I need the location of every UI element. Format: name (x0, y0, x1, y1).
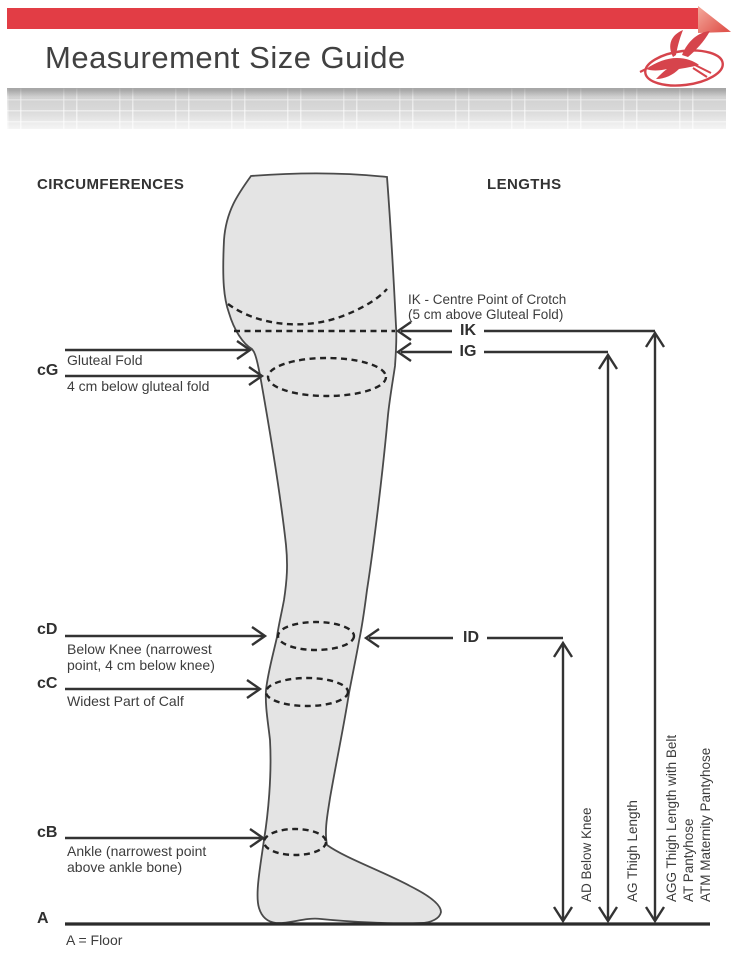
cb-code-label: cB (37, 824, 58, 841)
ik-note-line1: IK - Centre Point of Crotch (408, 292, 567, 307)
a-code-label: A (37, 910, 49, 927)
agg-vertical-line2: AT Pantyhose (681, 818, 696, 902)
cd-code-label: cD (37, 621, 58, 638)
ag-vertical-arrow (599, 355, 617, 921)
agg-vertical-line1: AGG Thigh Length with Belt (664, 734, 679, 902)
cb-line2-label: above ankle bone) (67, 859, 183, 875)
a-floor-label: A = Floor (66, 932, 123, 948)
ik-note-line2: (5 cm above Gluteal Fold) (408, 307, 564, 322)
agg-vertical-label (663, 735, 714, 902)
cg-line1-label: Gluteal Fold (67, 352, 143, 368)
lengths-heading: LENGTHS (487, 176, 562, 193)
agg-vertical-line3: ATM Maternity Pantyhose (698, 747, 713, 902)
cd-line2-label: point, 4 cm below knee) (67, 657, 215, 673)
ik-length-line (398, 322, 655, 340)
ig-length-line (398, 343, 608, 361)
cg-code-label: cG (37, 362, 59, 379)
ag-vertical-label: AG Thigh Length (625, 800, 640, 902)
circumferences-heading: CIRCUMFERENCES (37, 176, 185, 193)
ad-vertical-arrow (554, 643, 572, 921)
ad-vertical-label: AD Below Knee (579, 807, 594, 902)
page-title: Measurement Size Guide (45, 40, 406, 75)
cb-line1-label: Ankle (narrowest point (67, 843, 207, 859)
agg-vertical-arrow (646, 333, 664, 921)
id-label: ID (463, 629, 479, 646)
leg-illustration (223, 174, 441, 924)
cd-line1-label: Below Knee (narrowest (67, 641, 212, 657)
cc-line1-label: Widest Part of Calf (67, 693, 184, 709)
cc-code-label: cC (37, 675, 58, 692)
ig-label: IG (459, 343, 477, 360)
ik-label: IK (460, 322, 476, 339)
cg-line2-label: 4 cm below gluteal fold (67, 378, 210, 394)
